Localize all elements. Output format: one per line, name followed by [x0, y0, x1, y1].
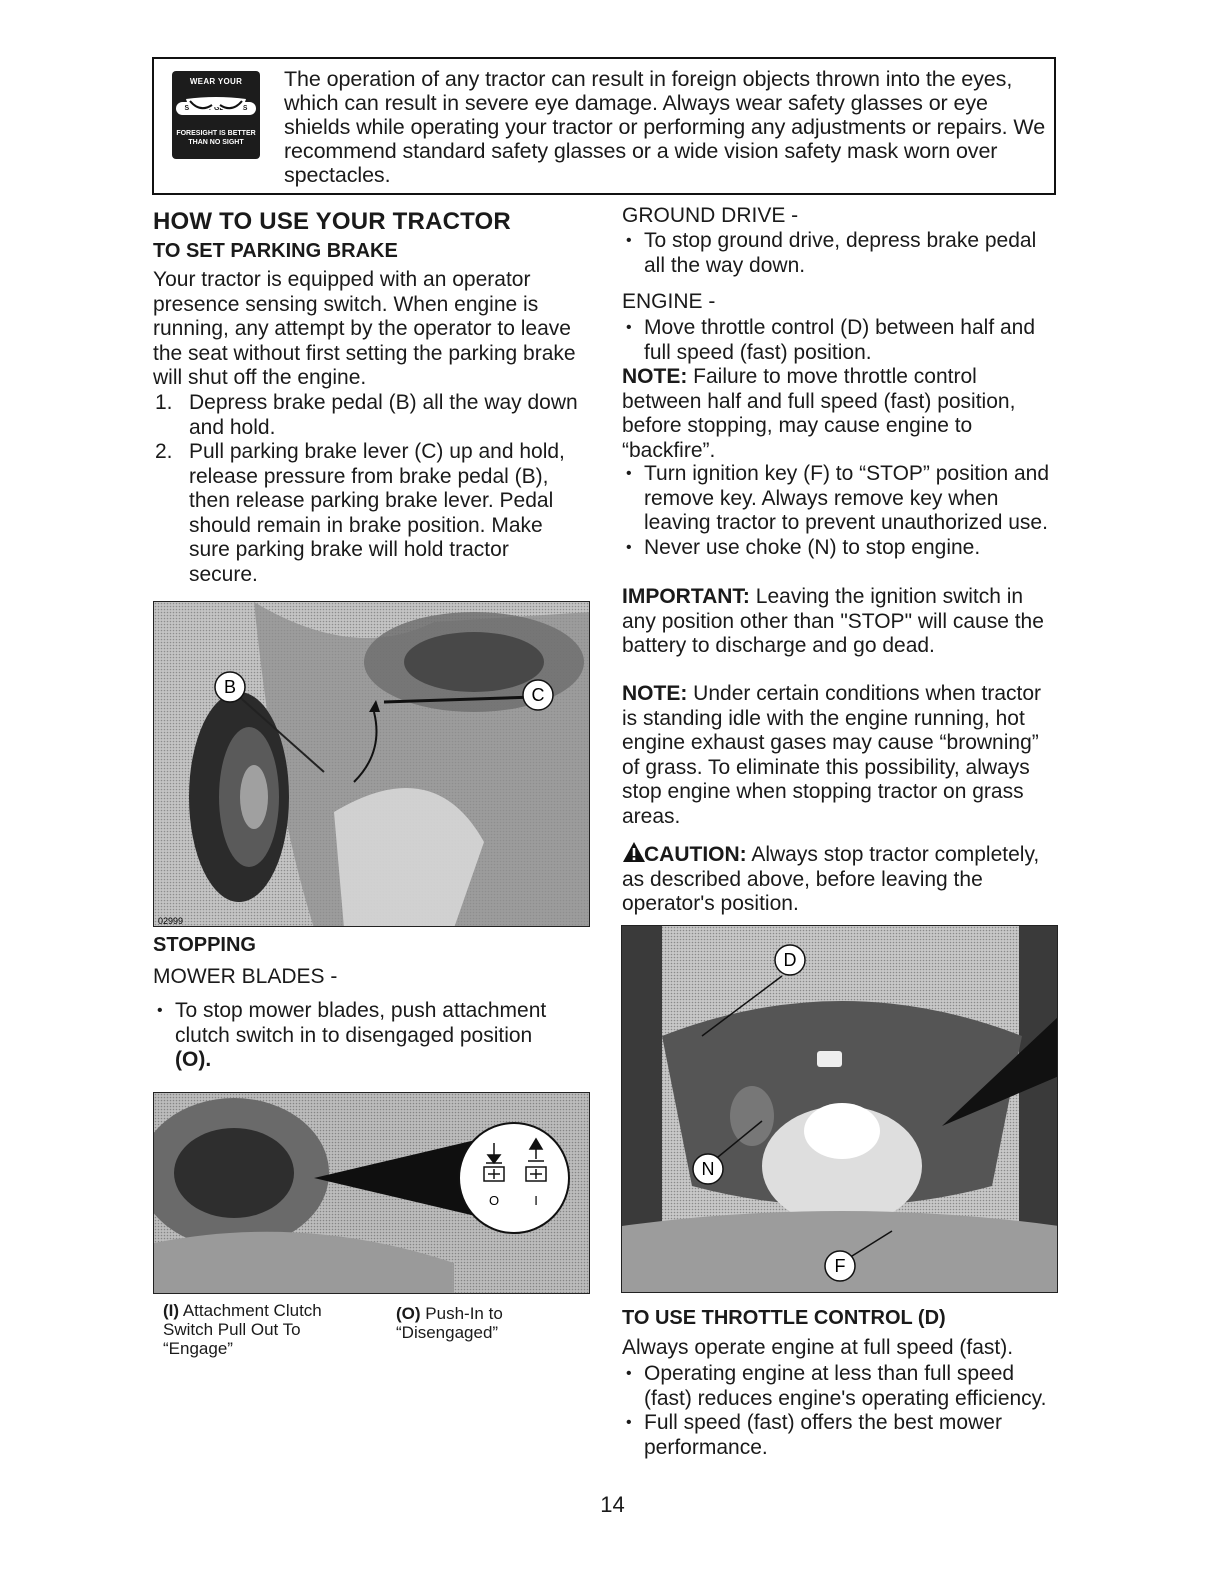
list-item: • Move throttle control (D) between half and full speed (fast) position.: [622, 316, 1042, 365]
list-item: • Full speed (fast) offers the best mower performance.: [622, 1411, 1052, 1460]
ground-drive-label: GROUND DRIVE -: [622, 204, 799, 227]
throttle-list: [622, 1362, 1052, 1460]
engine-label: ENGINE -: [622, 290, 716, 313]
ground-drive-list: [622, 229, 1042, 278]
list-item: • Never use choke (N) to stop engine.: [622, 536, 1052, 561]
badge-mid-text: SAFETY GLASSES: [176, 102, 256, 115]
safety-warning-box: [152, 57, 1056, 195]
disengaged-o-label: (O).: [175, 1048, 212, 1071]
warning-triangle-icon: [622, 841, 646, 863]
list-item: • Operating engine at less than full speed (fast) reduces engine's operating efficiency.: [622, 1362, 1052, 1411]
callout-f: F: [834, 1256, 846, 1276]
badge-top-text: WEAR YOUR: [189, 77, 243, 86]
mower-blades-list: [153, 999, 593, 1073]
caption-push-in: (O) Push-In to “Disengaged”: [396, 1304, 503, 1342]
list-item: • To stop ground drive, depress brake pedal all the way down.: [622, 229, 1042, 278]
list-item: • To stop mower blades, push attachment clutch switch in to disengaged position (O).: [153, 999, 593, 1073]
parking-brake-intro: Your tractor is equipped with an operator presence sensing switch. When engine is running, any attempt by the operator to leave the seat without first setting the parking brake will shut off the engine.: [153, 268, 576, 389]
section-title: HOW TO USE YOUR TRACTOR: [153, 208, 511, 235]
engine-list: [622, 316, 1042, 365]
caution-notice: CAUTION: Always stop tractor completely, as described above, before leaving the operator's position.: [622, 843, 1040, 915]
clutch-switch-figure: [153, 1092, 590, 1294]
throttle-intro: Always operate engine at full speed (fast).: [622, 1336, 1014, 1359]
symbol-o-label: O: [488, 1193, 500, 1208]
ignition-list: [622, 462, 1052, 560]
caption-attachment-switch: (I) Attachment Clutch Switch Pull Out To “Engage”: [163, 1301, 322, 1358]
note-browning: NOTE: Under certain conditions when tractor is standing idle with the engine running, hot engine exhaust gases may cause “browning” of grass. To eliminate this possibility, always stop engine when stopping tractor on grass areas.: [622, 682, 1042, 828]
parking-brake-heading: TO SET PARKING BRAKE: [153, 240, 398, 262]
callout-c: C: [531, 685, 545, 705]
important-notice: IMPORTANT: Leaving the ignition switch in any position other than "STOP" will cause the battery to discharge and go dead.: [622, 585, 1044, 657]
step-item: 1. Depress brake pedal (B) all the way down and hold.: [155, 391, 578, 439]
throttle-ignition-figure: [621, 925, 1058, 1293]
step-item: 2. Pull parking brake lever (C) up and hold, release pressure from brake pedal (B), then release parking brake lever. Pedal should remain in brake position. Make sure parking brake will hold tractor secure.: [155, 440, 565, 586]
page-number: 14: [600, 1492, 625, 1517]
badge-bottom-text: FORESIGHT IS BETTER THAN NO SIGHT: [176, 130, 256, 146]
callout-b: B: [223, 677, 237, 697]
callout-n: N: [701, 1159, 715, 1179]
stopping-heading: STOPPING: [153, 934, 256, 956]
throttle-heading: TO USE THROTTLE CONTROL (D): [622, 1307, 946, 1329]
note-backfire: NOTE: Failure to move throttle control between half and full speed (fast) position, before stopping, may cause engine to “backfire”.: [622, 365, 1016, 462]
parking-brake-figure: [153, 601, 590, 927]
warning-text: The operation of any tractor can result in foreign objects thrown into the eyes, which can result in severe eye damage. Always wear safety glasses or eye shields while operating your tractor or performing any adjustments or repairs. We recommend standard safety glasses or a wide vision safety mask worn over spectacles.: [284, 67, 1046, 187]
list-item: • Turn ignition key (F) to “STOP” position and remove key. Always remove key when leaving tractor to prevent unauthorized use.: [622, 462, 1052, 536]
safety-glasses-badge: [172, 71, 260, 159]
safety-glasses-icon: [182, 95, 250, 119]
mower-blades-label: MOWER BLADES -: [153, 965, 338, 988]
figure-number: 02999: [158, 916, 184, 926]
symbol-i-label: I: [534, 1193, 538, 1208]
parking-brake-steps: [153, 391, 583, 587]
callout-d: D: [783, 950, 797, 970]
